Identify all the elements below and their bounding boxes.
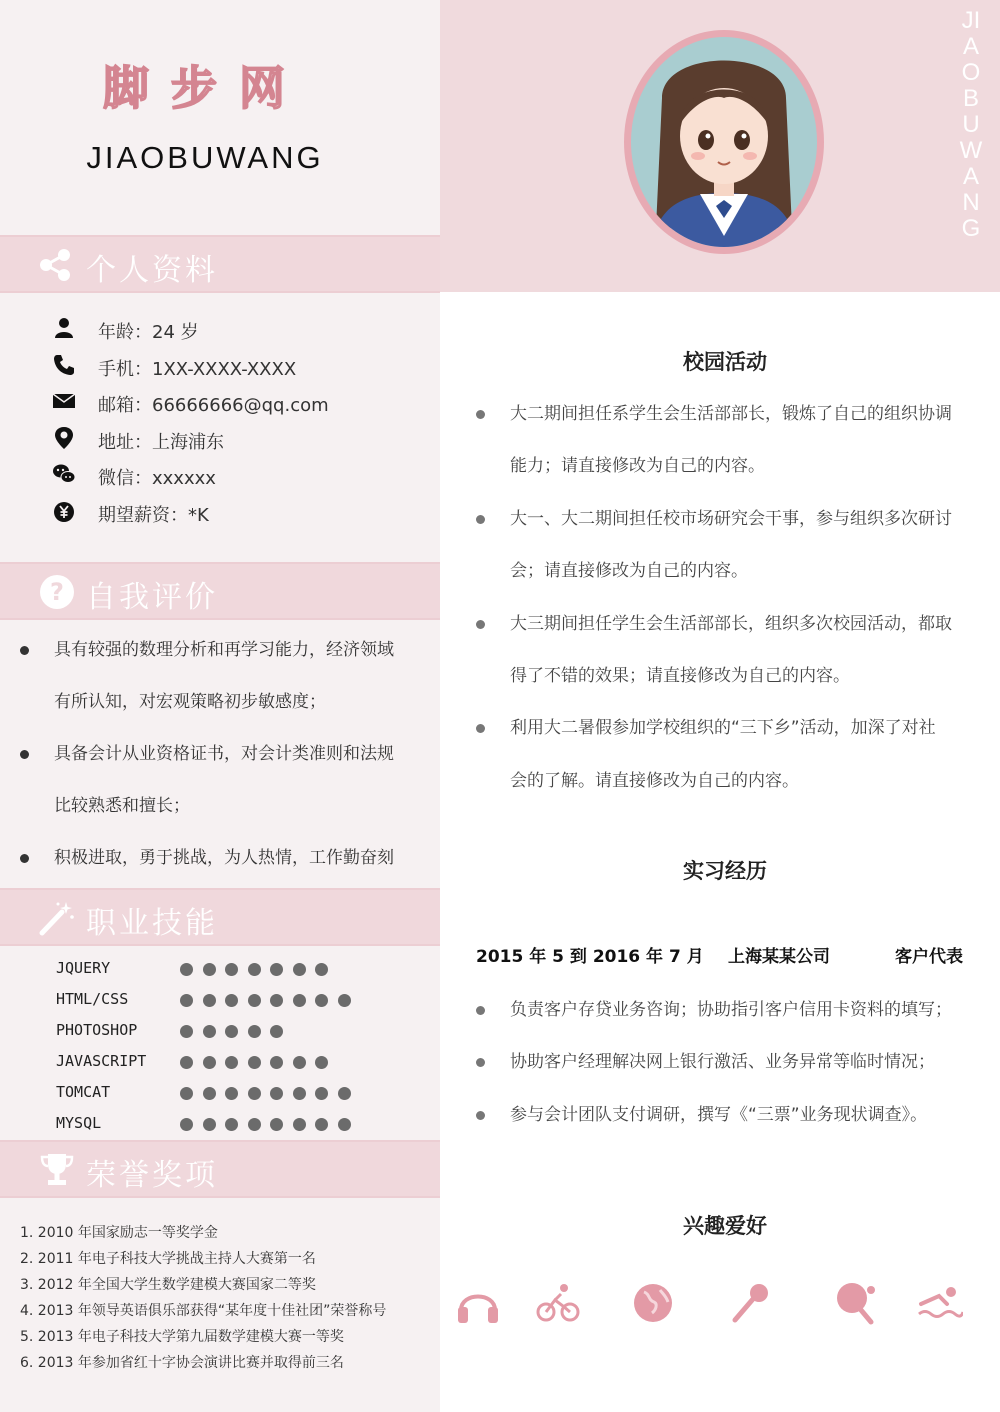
section-title-self-eval: 自我评价 [86,580,218,615]
awards-list [20,1220,430,1376]
campus-line: 会的了解。请直接修改为自己的内容。 [510,770,799,791]
section-title-skills: 职业技能 [86,906,218,941]
trophy-icon [38,1152,76,1188]
info-row-age [52,312,422,349]
internship-item: 协助客户经理解决网上银行激活、业务异常等临时情况； [474,1036,994,1088]
eval-item [18,624,428,728]
skills-list [56,954,426,1140]
skill-dot [293,963,306,976]
ping-pong-icon [833,1280,879,1326]
skill-dot [248,994,261,1007]
vertical-brand-text: JIAOBUWANG [959,7,983,242]
skill-dot [315,1118,328,1131]
person-icon [52,316,76,340]
eval-item [18,728,428,832]
award-item: 5. 2013 年电子科技大学第九届数学建模大赛一等奖 [20,1329,344,1345]
internship-period: 2015 年 5 到 2016 年 7 月 [476,947,704,967]
skill-dot [293,994,306,1007]
skill-dot [270,1087,283,1100]
campus-line: 大三期间担任学生会生活部部长，组织多次校园活动，都取 [510,613,952,634]
campus-item [474,598,994,703]
info-email: 邮箱：66666666@qq.com [98,395,329,417]
skill-dot [338,1118,351,1131]
info-phone: 手机：1XX-XXXX-XXXX [98,358,297,380]
skill-dot [248,1056,261,1069]
campus-line: 利用大二暑假参加学校组织的“三下乡”活动，加深了对社 [510,718,936,739]
eval-line: 具备会计从业资格证书，对会计类准则和法规 [54,744,394,764]
info-wechat: 微信：xxxxxx [98,468,216,490]
skill-dot [225,1087,238,1100]
magic-wand-icon [38,900,76,936]
award-item: 1. 2010 年国家励志一等奖学金 [20,1225,218,1241]
skill-dot [338,1087,351,1100]
internship-list [474,984,994,1141]
share-icon [38,247,76,283]
left-column [0,0,440,1412]
info-row-address [52,422,422,459]
headphones-icon [455,1280,501,1326]
skill-row [56,985,426,1016]
phone-icon [52,353,76,377]
section-header-self-eval [0,562,440,620]
skill-dot [203,1087,216,1100]
yen-icon [52,499,76,523]
internship-company: 上海某某公司 [728,947,830,967]
campus-activities-list [474,388,994,807]
skill-name: TOMCAT [56,1083,111,1101]
hobbies-row [455,1280,985,1326]
skill-dot [248,1087,261,1100]
skill-dot [203,1118,216,1131]
skill-row [56,1016,426,1047]
info-salary: 期望薪资：*K [98,504,209,526]
skill-dot [203,1056,216,1069]
cycling-icon [535,1280,581,1326]
personal-info-list [52,312,422,532]
brand-logo-english: JIAOBUWANG [86,140,324,175]
skill-dot [180,963,193,976]
info-row-wechat [52,458,422,495]
skill-name: JAVASCRIPT [56,1052,147,1070]
wechat-icon [52,462,76,486]
skill-dot [225,963,238,976]
internship-role: 客户代表 [895,947,963,967]
globe-icon [630,1280,676,1326]
skill-dot [225,1025,238,1038]
skill-dot [315,994,328,1007]
info-row-email [52,385,422,422]
campus-line: 得了不错的效果；请直接修改为自己的内容。 [510,666,850,687]
info-row-phone [52,349,422,386]
skill-dot [203,994,216,1007]
swimming-icon [917,1280,963,1326]
mail-icon [52,389,76,413]
eval-line: 有所认知，对宏观策略初步敏感度； [54,692,326,712]
heading-internship: 实习经历 [683,859,767,883]
info-address: 地址：上海浦东 [98,431,224,453]
skill-row [56,1078,426,1109]
eval-line: 积极进取，勇于挑战，为人热情，工作勤奋刻 [54,848,394,868]
skill-dot [270,994,283,1007]
skill-name: JQUERY [56,959,111,977]
skill-dot [248,1118,261,1131]
skill-dot [270,1025,283,1038]
skill-dot [180,994,193,1007]
award-item: 4. 2013 年领导英语俱乐部获得“某年度十佳社团”荣誉称号 [20,1303,387,1319]
campus-item [474,493,994,598]
location-icon [52,426,76,450]
internship-item: 参与会计团队支付调研，撰写《“三票”业务现状调查》。 [474,1089,994,1141]
eval-line: 比较熟悉和擅长； [54,796,190,816]
skill-name: MYSQL [56,1114,102,1132]
skill-dot [248,963,261,976]
avatar [622,28,826,256]
skill-dot [225,994,238,1007]
campus-line: 大一、大二期间担任校市场研究会干事，参与组织多次研讨 [510,508,952,529]
skill-dot [248,1025,261,1038]
skill-row [56,954,426,985]
skill-dot [293,1118,306,1131]
internship-header [476,942,976,966]
award-item: 3. 2012 年全国大学生数学建模大赛国家二等奖 [20,1277,316,1293]
section-title-awards: 荣誉奖项 [86,1158,218,1193]
section-title-personal: 个人资料 [86,253,218,288]
skill-dot [180,1087,193,1100]
section-header-awards [0,1140,440,1198]
skill-dot [180,1025,193,1038]
skill-dot [225,1056,238,1069]
campus-line: 会；请直接修改为自己的内容。 [510,561,748,582]
skill-dot [203,963,216,976]
skill-name: HTML/CSS [56,990,129,1008]
skill-dot [203,1025,216,1038]
section-header-skills [0,888,440,946]
microphone-icon [727,1280,773,1326]
brand-logo-chinese: 脚步网 [103,61,307,115]
info-row-salary [52,495,422,532]
internship-item: 负责客户存贷业务咨询；协助指引客户信用卡资料的填写； [474,984,994,1036]
skill-dot [180,1118,193,1131]
award-item: 6. 2013 年参加省红十字协会演讲比赛并取得前三名 [20,1355,344,1371]
skill-row [56,1047,426,1078]
heading-campus: 校园活动 [683,350,767,374]
skill-dot [225,1118,238,1131]
skill-dot [315,1087,328,1100]
self-eval-list [18,624,428,884]
skill-dot [315,1056,328,1069]
skill-dot [293,1056,306,1069]
eval-line: 具有较强的数理分析和再学习能力，经济领域 [54,640,394,660]
section-header-personal [0,235,440,293]
skill-dot [180,1056,193,1069]
question-icon [38,574,76,610]
campus-line: 大二期间担任系学生会生活部部长，锻炼了自己的组织协调 [510,404,952,424]
skill-dot [270,963,283,976]
skill-dot [315,963,328,976]
skill-dot [293,1087,306,1100]
skill-row [56,1109,426,1140]
info-age: 年龄：24 岁 [98,322,199,343]
skill-dot [270,1056,283,1069]
campus-line: 能力；请直接修改为自己的内容。 [510,456,765,477]
skill-name: PHOTOSHOP [56,1021,138,1039]
skill-dot [270,1118,283,1131]
award-item: 2. 2011 年电子科技大学挑战主持人大赛第一名 [20,1251,316,1267]
eval-item [18,832,428,884]
campus-item [474,702,994,807]
skill-dot [338,994,351,1007]
heading-hobbies: 兴趣爱好 [683,1214,767,1238]
campus-item [474,388,994,493]
svg-text:?: ? [50,578,64,606]
